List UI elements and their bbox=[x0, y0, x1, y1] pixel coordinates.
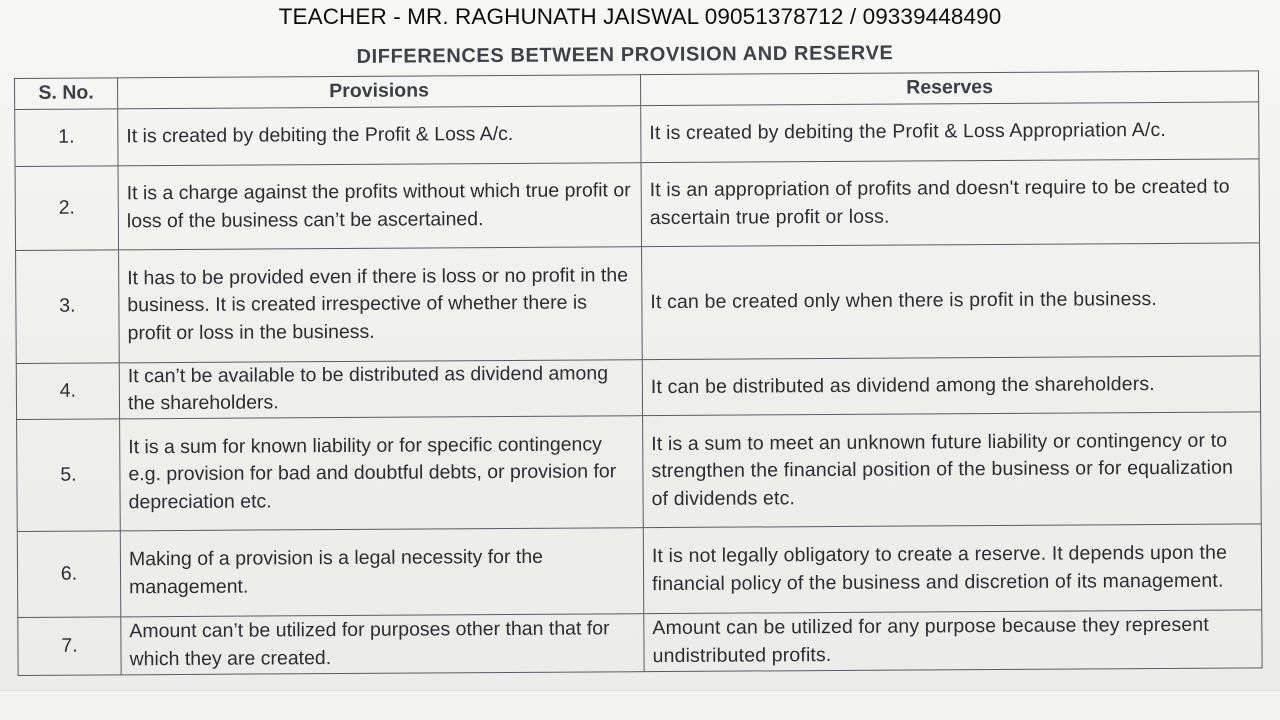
bottom-margin bbox=[0, 690, 1280, 720]
teacher-contact-line: TEACHER - MR. RAGHUNATH JAISWAL 09051378712 / 09339448490 bbox=[278, 4, 1002, 29]
row-number: 6. bbox=[17, 531, 121, 618]
row-number: 2. bbox=[15, 165, 119, 251]
table-row bbox=[16, 243, 1261, 363]
row-number: 7. bbox=[18, 617, 121, 675]
table-row bbox=[16, 356, 1260, 420]
provision-cell: It is created by debiting the Profit & Loss A/c. bbox=[118, 106, 641, 166]
comparison-table-container bbox=[14, 70, 1262, 676]
reserve-cell: It can be distributed as dividend among the shareholders. bbox=[642, 356, 1260, 416]
provision-cell: Amount can’t be utilized for purposes other than that for which they are created. bbox=[121, 614, 644, 675]
row-number: 1. bbox=[15, 109, 118, 166]
reserve-cell: Amount can be utilized for any purpose because they represent undistributed profits. bbox=[644, 610, 1262, 671]
table-row bbox=[17, 412, 1262, 532]
header-reserves: Reserves bbox=[640, 71, 1258, 106]
reserve-cell: It is created by debiting the Profit & Loss Appropriation A/c. bbox=[641, 102, 1259, 162]
provision-cell: It is a charge against the profits without which true profit or loss of the business can’t be ascertained. bbox=[118, 162, 642, 250]
table-row bbox=[15, 102, 1259, 166]
row-number: 5. bbox=[17, 419, 121, 532]
provision-cell: It has to be provided even if there is loss or no profit in the business. It is created irrespective of whether there is profit or loss in the business. bbox=[119, 247, 643, 362]
row-number: 3. bbox=[16, 250, 120, 363]
table-row bbox=[15, 158, 1259, 250]
provision-cell: Making of a provision is a legal necessity for the management. bbox=[120, 528, 644, 617]
header-provisions: Provisions bbox=[118, 75, 641, 109]
comparison-table bbox=[14, 70, 1263, 676]
page-title: DIFFERENCES BETWEEN PROVISION AND RESERVE bbox=[356, 42, 894, 68]
header-sno: S. No. bbox=[15, 78, 118, 110]
row-number: 4. bbox=[16, 363, 119, 420]
table-row bbox=[18, 610, 1262, 675]
reserve-cell: It is a sum to meet an unknown future liability or contingency or to strengthen the financial position of the business or for equalization of dividends etc. bbox=[643, 412, 1262, 528]
table-row bbox=[17, 524, 1262, 618]
provision-cell: It is a sum for known liability or for specific contingency e.g. provision for bad and doubtful debts, or provision for depreciation etc. bbox=[120, 416, 644, 531]
reserve-cell: It is not legally obligatory to create a reserve. It depends upon the financial policy of the business and discretion of its management. bbox=[643, 524, 1262, 614]
reserve-cell: It is an appropriation of profits and doesn't require to be created to ascertain true profit or loss. bbox=[641, 158, 1260, 247]
reserve-cell: It can be created only when there is profit in the business. bbox=[642, 243, 1261, 359]
provision-cell: It can’t be available to be distributed as dividend among the shareholders. bbox=[119, 359, 642, 419]
